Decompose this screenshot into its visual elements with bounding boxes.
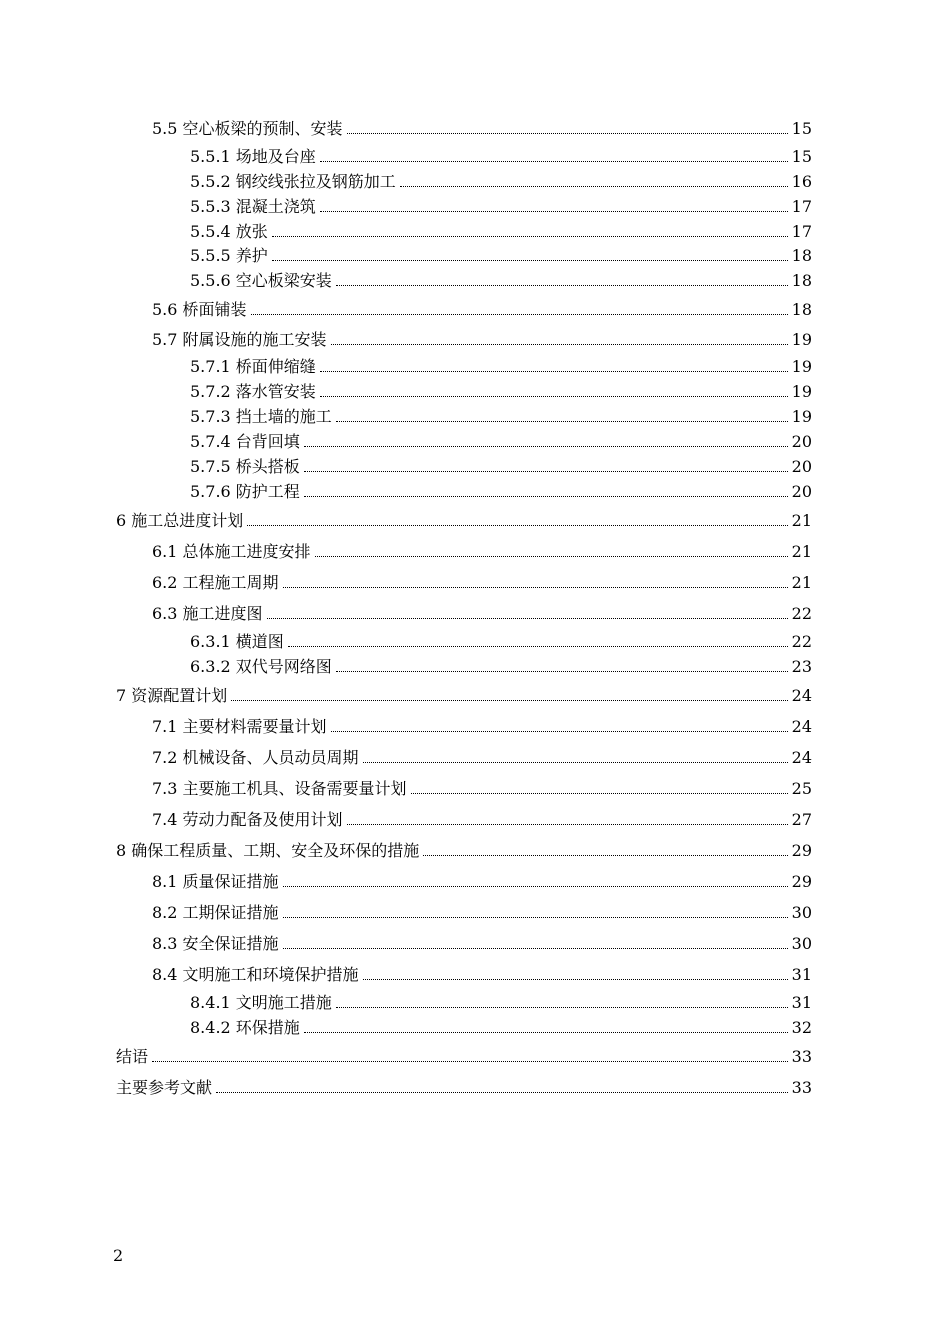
toc-entry[interactable] [190,356,812,378]
toc-leader-dots [283,948,788,949]
toc-entry-label: 8.3 安全保证措施 [152,934,279,953]
toc-entry-label: 5.5.4 放张 [190,222,268,241]
toc-entry[interactable] [152,716,812,738]
toc-entry[interactable] [190,171,812,193]
toc-leader-dots [283,886,788,887]
toc-entry[interactable] [190,221,812,243]
toc-leader-dots [304,471,788,472]
toc-entry-page: 24 [791,686,812,705]
toc-leader-dots [336,285,788,286]
toc-entry-page: 15 [791,119,812,138]
toc-entry-page: 18 [791,271,812,290]
page-number: 2 [113,1246,124,1265]
toc-leader-dots [347,824,788,825]
toc-entry[interactable] [190,481,812,503]
toc-entry[interactable] [152,778,812,800]
toc-leader-dots [320,161,788,162]
toc-entry[interactable] [152,541,812,563]
toc-entry-label: 5.7.2 落水管安装 [190,382,316,401]
toc-entry-label: 8.2 工期保证措施 [152,903,279,922]
toc-entry-page: 17 [791,222,812,241]
toc-leader-dots [216,1092,788,1093]
toc-entry-page: 24 [791,717,812,736]
toc-entry-page: 17 [791,197,812,216]
toc-entry-label: 6 施工总进度计划 [116,511,244,530]
toc-entry-page: 22 [791,632,812,651]
toc-entry[interactable] [152,964,812,986]
toc-entry-label: 5.7.6 防护工程 [190,482,300,501]
toc-entry-label: 5.5.1 场地及台座 [190,147,316,166]
toc-entry-label: 主要参考文献 [116,1078,213,1097]
toc-entry-page: 21 [791,573,812,592]
toc-entry[interactable] [190,456,812,478]
toc-entry[interactable] [152,572,812,594]
toc-leader-dots [251,314,788,315]
toc-entry-page: 20 [791,457,812,476]
toc-entry-label: 8 确保工程质量、工期、安全及环保的措施 [116,841,420,860]
toc-entry-page: 18 [791,246,812,265]
toc-leader-dots [320,371,788,372]
toc-entry-label: 6.2 工程施工周期 [152,573,279,592]
toc-entry-label: 8.4.2 环保措施 [190,1018,300,1037]
toc-entry-label: 5.5.2 钢绞线张拉及钢筋加工 [190,172,396,191]
toc-entry-label: 5.7.4 台背回填 [190,432,300,451]
toc-leader-dots [267,618,788,619]
toc-entry-label: 8.4.1 文明施工措施 [190,993,332,1012]
toc-entry-page: 30 [791,934,812,953]
toc-leader-dots [304,1032,788,1033]
toc-entry[interactable] [190,656,812,678]
toc-entry[interactable] [190,431,812,453]
toc-entry[interactable] [152,118,812,140]
toc-entry-label: 5.5.6 空心板梁安装 [190,271,332,290]
toc-leader-dots [363,762,788,763]
toc-entry-label: 8.1 质量保证措施 [152,872,279,891]
toc-leader-dots [283,587,788,588]
toc-entry-page: 20 [791,432,812,451]
toc-entry[interactable] [152,329,812,351]
toc-leader-dots [400,186,788,187]
toc-entry[interactable] [152,902,812,924]
toc-entry-label: 5.7.5 桥头搭板 [190,457,300,476]
toc-entry[interactable] [116,840,812,862]
toc-entry-label: 6.3 施工进度图 [152,604,263,623]
toc-entry-page: 19 [791,407,812,426]
toc-entry-label: 7.1 主要材料需要量计划 [152,717,327,736]
toc-entry[interactable] [116,510,812,532]
toc-entry-page: 21 [791,542,812,561]
toc-entry-label: 6.1 总体施工进度安排 [152,542,311,561]
toc-entry-page: 16 [791,172,812,191]
toc-entry-label: 6.3.1 横道图 [190,632,284,651]
toc-entry[interactable] [190,406,812,428]
toc-entry-page: 19 [791,382,812,401]
toc-entry[interactable] [190,992,812,1014]
toc-entry[interactable] [116,685,812,707]
toc-entry-page: 30 [791,903,812,922]
toc-entry-page: 19 [791,330,812,349]
toc-entry-page: 27 [791,810,812,829]
toc-leader-dots [320,211,788,212]
toc-entry[interactable] [152,299,812,321]
toc-leader-dots [363,979,788,980]
toc-entry-page: 20 [791,482,812,501]
toc-entry-page: 22 [791,604,812,623]
toc-entry-page: 21 [791,511,812,530]
toc-leader-dots [331,344,788,345]
toc-entry-label: 6.3.2 双代号网络图 [190,657,332,676]
toc-entry[interactable] [190,631,812,653]
toc-entry-label: 8.4 文明施工和环境保护措施 [152,965,359,984]
toc-entry[interactable] [190,196,812,218]
toc-entry-label: 7 资源配置计划 [116,686,228,705]
toc-leader-dots [283,917,788,918]
toc-leader-dots [231,700,787,701]
toc-leader-dots [336,671,788,672]
toc-entry[interactable] [190,245,812,267]
toc-entry[interactable] [190,270,812,292]
toc-entry[interactable] [152,809,812,831]
toc-entry[interactable] [152,747,812,769]
toc-entry-page: 23 [791,657,812,676]
toc-entry-page: 29 [791,872,812,891]
toc-entry[interactable] [116,1077,812,1099]
toc-entry-label: 5.5.3 混凝土浇筑 [190,197,316,216]
toc-entry-page: 19 [791,357,812,376]
toc-entry-label: 5.7.3 挡土墙的施工 [190,407,332,426]
toc-entry-page: 33 [791,1047,812,1066]
toc-entry[interactable] [190,381,812,403]
toc-leader-dots [272,260,788,261]
toc-entry-label: 5.5.5 养护 [190,246,268,265]
toc-leader-dots [347,133,788,134]
toc-entry-label: 5.7 附属设施的施工安装 [152,330,327,349]
toc-entry-label: 7.2 机械设备、人员动员周期 [152,748,359,767]
toc-entry-page: 18 [791,300,812,319]
toc-leader-dots [331,731,788,732]
toc-entry[interactable] [116,1046,812,1068]
toc-leader-dots [247,525,787,526]
toc-entry[interactable] [152,603,812,625]
toc-leader-dots [315,556,788,557]
toc-entry-label: 5.6 桥面铺装 [152,300,247,319]
toc-entry-label: 7.4 劳动力配备及使用计划 [152,810,343,829]
toc-entry[interactable] [152,933,812,955]
toc-entry[interactable] [190,1017,812,1039]
toc-entry[interactable] [152,871,812,893]
toc-entry-page: 33 [791,1078,812,1097]
toc-entry-page: 24 [791,748,812,767]
toc-entry-label: 5.5 空心板梁的预制、安装 [152,119,343,138]
toc-leader-dots [272,236,788,237]
toc-leader-dots [320,396,788,397]
toc-entry-page: 32 [791,1018,812,1037]
toc-entry-label: 结语 [116,1047,149,1066]
toc-entry-page: 15 [791,147,812,166]
toc-leader-dots [304,496,788,497]
toc-leader-dots [411,793,788,794]
toc-leader-dots [336,1007,788,1008]
toc-entry-label: 5.7.1 桥面伸缩缝 [190,357,316,376]
toc-leader-dots [304,446,788,447]
toc-entry-page: 29 [791,841,812,860]
toc-leader-dots [336,421,788,422]
toc-entry[interactable] [190,146,812,168]
toc-entry-page: 31 [791,993,812,1012]
toc-leader-dots [288,646,788,647]
toc-entry-label: 7.3 主要施工机具、设备需要量计划 [152,779,407,798]
toc-entry-page: 25 [791,779,812,798]
toc-entry-page: 31 [791,965,812,984]
toc-leader-dots [152,1061,788,1062]
toc-leader-dots [423,855,787,856]
